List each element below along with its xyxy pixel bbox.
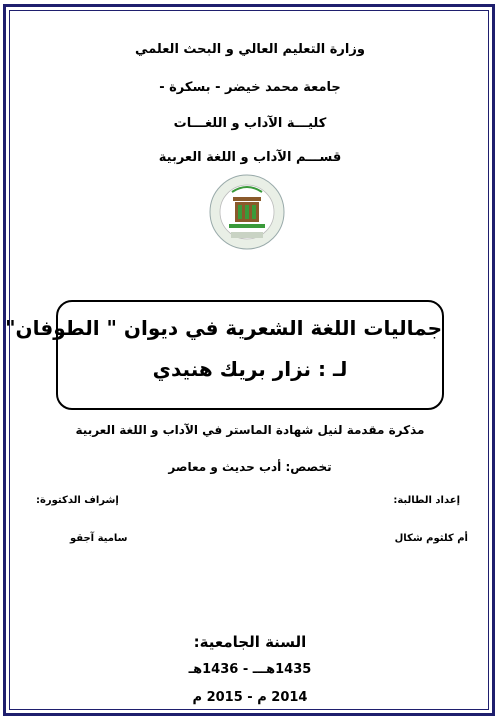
supervisor-name: سامية آجقو [70,533,128,544]
memo-description: مذكرة مقدمة لنيل شهادة الماستر في الآداب و اللغة العربية [75,423,425,437]
student-name: أم كلثوم شكال [394,533,468,544]
academic-year-hijri: 1435هـــ - 1436هـ [188,662,312,677]
university-name: جامعة محمد خيضر - بسكرة - [159,80,341,95]
student-label: إعداد الطالبة: [393,495,460,506]
academic-year-gregorian: 2014 م - 2015 م [192,690,308,705]
supervisor-label: إشراف الدكتورة: [36,495,119,506]
faculty-name: كليـــة الآداب و اللغـــات [173,116,327,131]
thesis-title-box [5,300,444,410]
university-seal-icon [207,172,287,252]
ministry-name: وزارة التعليم العالي و البحث العلمي [135,42,365,57]
academic-year-label: السنة الجامعية: [193,633,307,651]
department-name: قســـم الآداب و اللغة العربية [158,150,342,165]
specialization: تخصص: أدب حديث و معاصر [168,460,332,474]
poet-name: لـ : نزار بريك هنيدي [152,357,348,381]
thesis-title: جماليات اللغة الشعرية في ديوان " الطوفان" [5,316,442,340]
